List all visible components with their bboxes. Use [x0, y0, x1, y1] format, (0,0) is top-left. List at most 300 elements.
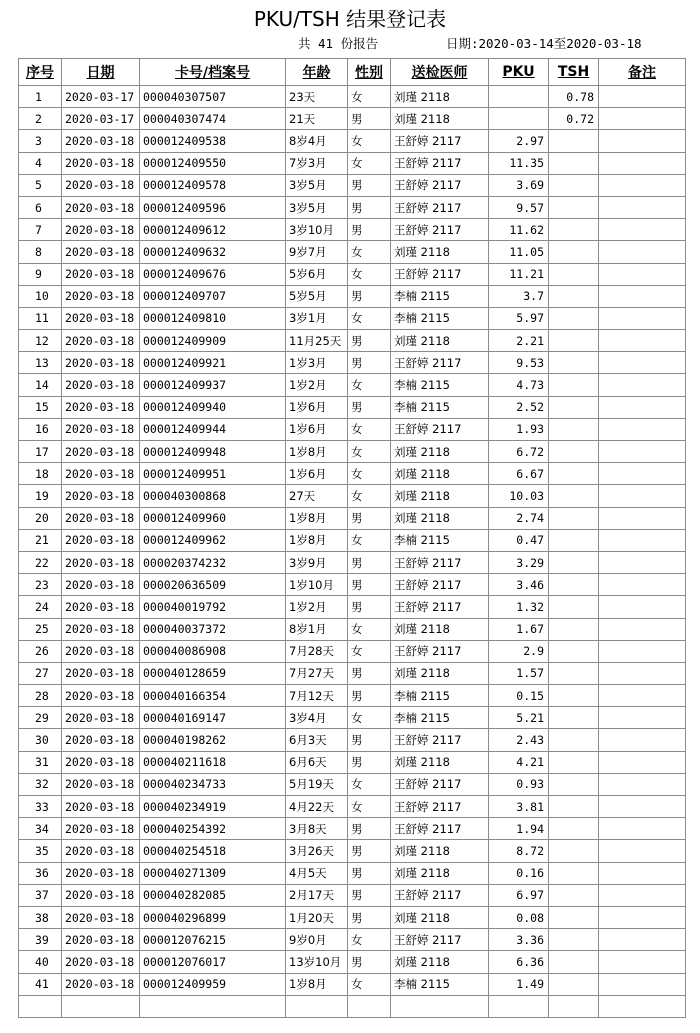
cell-tsh: [549, 196, 599, 218]
cell-seq: 24: [19, 596, 62, 618]
cell-pku: 9.57: [489, 196, 549, 218]
cell-doctor: 王舒婷 2117: [391, 551, 489, 573]
cell-pku: 10.03: [489, 485, 549, 507]
table-row: [19, 707, 686, 729]
table-row: [19, 485, 686, 507]
cell-doctor: 王舒婷 2117: [391, 596, 489, 618]
cell-age: 3月26天: [286, 840, 348, 862]
table-row: [19, 418, 686, 440]
cell-tsh: [549, 796, 599, 818]
cell-remarks: [599, 995, 686, 1017]
cell-sex: 女: [348, 130, 391, 152]
cell-remarks: [599, 574, 686, 596]
cell-pku: 2.9: [489, 640, 549, 662]
cell-sex: 男: [348, 951, 391, 973]
cell-tsh: [549, 152, 599, 174]
cell-doctor: 王舒婷 2117: [391, 130, 489, 152]
cell-date: 2020-03-18: [62, 685, 140, 707]
cell-date: 2020-03-18: [62, 396, 140, 418]
table-row: [19, 86, 686, 108]
cell-seq: 32: [19, 773, 62, 795]
cell-sex: 女: [348, 418, 391, 440]
cell-tsh: [549, 685, 599, 707]
cell-date: 2020-03-18: [62, 352, 140, 374]
cell-tsh: [549, 995, 599, 1017]
cell-pku: 8.72: [489, 840, 549, 862]
cell-remarks: [599, 285, 686, 307]
cell-date: 2020-03-17: [62, 86, 140, 108]
report-count: 共 41 份报告: [298, 36, 379, 51]
cell-card-number: 000012409960: [140, 507, 286, 529]
cell-sex: 男: [348, 551, 391, 573]
cell-seq: 10: [19, 285, 62, 307]
cell-card-number: 000012409676: [140, 263, 286, 285]
cell-sex: 男: [348, 662, 391, 684]
cell-date: [62, 995, 140, 1017]
cell-remarks: [599, 884, 686, 906]
cell-date: 2020-03-18: [62, 574, 140, 596]
cell-pku: [489, 86, 549, 108]
cell-doctor: 王舒婷 2117: [391, 219, 489, 241]
cell-age: 5岁5月: [286, 285, 348, 307]
cell-remarks: [599, 862, 686, 884]
cell-remarks: [599, 219, 686, 241]
cell-card-number: 000012409921: [140, 352, 286, 374]
table-row: [19, 441, 686, 463]
table-row: [19, 906, 686, 928]
cell-sex: 女: [348, 529, 391, 551]
table-row: [19, 152, 686, 174]
cell-sex: 女: [348, 263, 391, 285]
cell-card-number: 000012409937: [140, 374, 286, 396]
cell-sex: 男: [348, 884, 391, 906]
table-row: [19, 662, 686, 684]
cell-age: 1岁2月: [286, 596, 348, 618]
cell-doctor: 王舒婷 2117: [391, 418, 489, 440]
cell-card-number: 000040307474: [140, 108, 286, 130]
cell-sex: 女: [348, 241, 391, 263]
cell-card-number: 000012409909: [140, 330, 286, 352]
cell-tsh: [549, 951, 599, 973]
cell-sex: 男: [348, 196, 391, 218]
cell-date: 2020-03-18: [62, 485, 140, 507]
cell-seq: 15: [19, 396, 62, 418]
cell-sex: [348, 995, 391, 1017]
cell-seq: 35: [19, 840, 62, 862]
cell-remarks: [599, 685, 686, 707]
cell-card-number: 000040234919: [140, 796, 286, 818]
cell-pku: 3.29: [489, 551, 549, 573]
cell-remarks: [599, 418, 686, 440]
cell-date: 2020-03-18: [62, 640, 140, 662]
cell-age: 5月19天: [286, 773, 348, 795]
cell-date: 2020-03-18: [62, 951, 140, 973]
cell-age: 7月27天: [286, 662, 348, 684]
cell-seq: 4: [19, 152, 62, 174]
cell-sex: 女: [348, 618, 391, 640]
cell-age: 1月20天: [286, 906, 348, 928]
cell-pku: 0.47: [489, 529, 549, 551]
cell-card-number: 000012409951: [140, 463, 286, 485]
cell-age: 1岁8月: [286, 441, 348, 463]
cell-pku: 1.93: [489, 418, 549, 440]
cell-card-number: 000012409940: [140, 396, 286, 418]
table-header-row: [19, 59, 686, 86]
cell-tsh: [549, 862, 599, 884]
cell-card-number: 000040211618: [140, 751, 286, 773]
cell-doctor: 李楠 2115: [391, 396, 489, 418]
cell-sex: 女: [348, 86, 391, 108]
table-row: [19, 529, 686, 551]
cell-age: 1岁6月: [286, 418, 348, 440]
cell-pku: 2.21: [489, 330, 549, 352]
cell-pku: 4.21: [489, 751, 549, 773]
cell-tsh: [549, 418, 599, 440]
cell-remarks: [599, 263, 686, 285]
cell-sex: 男: [348, 396, 391, 418]
cell-sex: 男: [348, 751, 391, 773]
date-range: 日期:2020-03-14至2020-03-18: [446, 36, 642, 51]
cell-seq: 7: [19, 219, 62, 241]
page-title: PKU/TSH 结果登记表: [253, 7, 447, 31]
cell-pku: 1.57: [489, 662, 549, 684]
cell-sex: 男: [348, 507, 391, 529]
cell-seq: 28: [19, 685, 62, 707]
cell-pku: 0.15: [489, 685, 549, 707]
cell-sex: 男: [348, 108, 391, 130]
cell-card-number: 000040271309: [140, 862, 286, 884]
cell-doctor: 王舒婷 2117: [391, 196, 489, 218]
cell-pku: 3.7: [489, 285, 549, 307]
cell-tsh: [549, 574, 599, 596]
col-header-seq: 序号: [19, 59, 62, 86]
cell-date: 2020-03-18: [62, 796, 140, 818]
cell-date: 2020-03-18: [62, 529, 140, 551]
cell-card-number: 000012409944: [140, 418, 286, 440]
cell-doctor: 李楠 2115: [391, 285, 489, 307]
cell-date: 2020-03-18: [62, 751, 140, 773]
cell-seq: 14: [19, 374, 62, 396]
cell-tsh: [549, 818, 599, 840]
cell-tsh: 0.72: [549, 108, 599, 130]
cell-doctor: 刘瑾 2118: [391, 86, 489, 108]
table-row: [19, 862, 686, 884]
cell-age: 6月3天: [286, 729, 348, 751]
cell-tsh: [549, 485, 599, 507]
cell-remarks: [599, 463, 686, 485]
cell-card-number: 000012409596: [140, 196, 286, 218]
cell-age: 6月6天: [286, 751, 348, 773]
cell-doctor: 王舒婷 2117: [391, 152, 489, 174]
cell-remarks: [599, 108, 686, 130]
table-row: [19, 596, 686, 618]
table-row: [19, 307, 686, 329]
cell-age: 3岁1月: [286, 307, 348, 329]
cell-card-number: 000012076017: [140, 951, 286, 973]
cell-doctor: 王舒婷 2117: [391, 263, 489, 285]
cell-age: 4月5天: [286, 862, 348, 884]
cell-doctor: [391, 995, 489, 1017]
cell-card-number: 000040086908: [140, 640, 286, 662]
cell-age: 8岁4月: [286, 130, 348, 152]
cell-pku: 3.36: [489, 929, 549, 951]
col-header-date: 日期: [62, 59, 140, 86]
cell-tsh: [549, 241, 599, 263]
cell-seq: 16: [19, 418, 62, 440]
cell-doctor: 王舒婷 2117: [391, 640, 489, 662]
cell-remarks: [599, 507, 686, 529]
cell-seq: 22: [19, 551, 62, 573]
cell-remarks: [599, 707, 686, 729]
cell-age: 23天: [286, 86, 348, 108]
cell-seq: 33: [19, 796, 62, 818]
cell-seq: 6: [19, 196, 62, 218]
cell-tsh: [549, 330, 599, 352]
cell-doctor: 李楠 2115: [391, 685, 489, 707]
cell-sex: 男: [348, 330, 391, 352]
table-row: [19, 685, 686, 707]
table-row: [19, 263, 686, 285]
cell-age: 3月8天: [286, 818, 348, 840]
cell-card-number: 000012409959: [140, 973, 286, 995]
cell-age: 1岁3月: [286, 352, 348, 374]
cell-sex: 男: [348, 219, 391, 241]
cell-card-number: 000040296899: [140, 906, 286, 928]
cell-sex: 女: [348, 374, 391, 396]
cell-tsh: [549, 906, 599, 928]
cell-pku: 0.16: [489, 862, 549, 884]
cell-age: 3岁4月: [286, 707, 348, 729]
cell-sex: 男: [348, 729, 391, 751]
cell-sex: 女: [348, 796, 391, 818]
cell-age: 7月28天: [286, 640, 348, 662]
cell-date: 2020-03-18: [62, 241, 140, 263]
cell-seq: 25: [19, 618, 62, 640]
cell-date: 2020-03-18: [62, 818, 140, 840]
cell-pku: 4.73: [489, 374, 549, 396]
cell-pku: 11.05: [489, 241, 549, 263]
cell-tsh: [549, 929, 599, 951]
cell-pku: 6.97: [489, 884, 549, 906]
cell-seq: 1: [19, 86, 62, 108]
cell-pku: 5.97: [489, 307, 549, 329]
cell-doctor: 王舒婷 2117: [391, 729, 489, 751]
cell-remarks: [599, 818, 686, 840]
cell-date: 2020-03-18: [62, 418, 140, 440]
cell-card-number: 000040019792: [140, 596, 286, 618]
table-row: [19, 463, 686, 485]
cell-sex: 女: [348, 640, 391, 662]
cell-sex: 女: [348, 707, 391, 729]
col-header-pku: PKU: [489, 59, 549, 86]
table-row: [19, 951, 686, 973]
table-row: [19, 285, 686, 307]
cell-pku: 3.81: [489, 796, 549, 818]
cell-seq: 21: [19, 529, 62, 551]
table-row: [19, 507, 686, 529]
cell-remarks: [599, 374, 686, 396]
cell-remarks: [599, 729, 686, 751]
cell-card-number: 000040282085: [140, 884, 286, 906]
cell-remarks: [599, 352, 686, 374]
cell-seq: 41: [19, 973, 62, 995]
cell-date: 2020-03-17: [62, 108, 140, 130]
cell-date: 2020-03-18: [62, 219, 140, 241]
cell-remarks: [599, 840, 686, 862]
cell-age: 13岁10月: [286, 951, 348, 973]
cell-remarks: [599, 551, 686, 573]
cell-doctor: 刘瑾 2118: [391, 507, 489, 529]
cell-sex: 男: [348, 574, 391, 596]
cell-sex: 男: [348, 818, 391, 840]
table-row: [19, 929, 686, 951]
cell-seq: 30: [19, 729, 62, 751]
cell-remarks: [599, 485, 686, 507]
cell-seq: 40: [19, 951, 62, 973]
cell-doctor: 刘瑾 2118: [391, 906, 489, 928]
table-row: [19, 884, 686, 906]
cell-pku: 1.32: [489, 596, 549, 618]
cell-seq: 36: [19, 862, 62, 884]
table-row: [19, 640, 686, 662]
cell-pku: [489, 108, 549, 130]
cell-remarks: [599, 640, 686, 662]
cell-doctor: 刘瑾 2118: [391, 441, 489, 463]
cell-remarks: [599, 596, 686, 618]
cell-card-number: 000040307507: [140, 86, 286, 108]
cell-card-number: 000040234733: [140, 773, 286, 795]
cell-remarks: [599, 973, 686, 995]
cell-age: 2月17天: [286, 884, 348, 906]
cell-date: 2020-03-18: [62, 463, 140, 485]
cell-date: 2020-03-18: [62, 152, 140, 174]
cell-sex: 女: [348, 485, 391, 507]
cell-sex: 男: [348, 174, 391, 196]
cell-sex: 女: [348, 307, 391, 329]
cell-doctor: 王舒婷 2117: [391, 174, 489, 196]
cell-date: 2020-03-18: [62, 929, 140, 951]
cell-seq: 27: [19, 662, 62, 684]
cell-pku: 3.46: [489, 574, 549, 596]
cell-seq: 23: [19, 574, 62, 596]
cell-tsh: [549, 751, 599, 773]
cell-pku: 6.72: [489, 441, 549, 463]
cell-date: 2020-03-18: [62, 285, 140, 307]
cell-pku: 5.21: [489, 707, 549, 729]
table-row: [19, 352, 686, 374]
cell-doctor: 刘瑾 2118: [391, 485, 489, 507]
cell-doctor: 刘瑾 2118: [391, 951, 489, 973]
col-header-sex: 性别: [348, 59, 391, 86]
cell-doctor: 刘瑾 2118: [391, 662, 489, 684]
cell-remarks: [599, 951, 686, 973]
cell-seq: 17: [19, 441, 62, 463]
cell-tsh: [549, 773, 599, 795]
table-row: [19, 796, 686, 818]
cell-tsh: [549, 307, 599, 329]
cell-doctor: 李楠 2115: [391, 707, 489, 729]
cell-pku: 0.93: [489, 773, 549, 795]
cell-doctor: 李楠 2115: [391, 307, 489, 329]
cell-date: 2020-03-18: [62, 307, 140, 329]
cell-doctor: 李楠 2115: [391, 973, 489, 995]
results-table: [18, 58, 686, 1018]
cell-card-number: 000040198262: [140, 729, 286, 751]
cell-doctor: 王舒婷 2117: [391, 818, 489, 840]
table-row: [19, 818, 686, 840]
cell-date: 2020-03-18: [62, 263, 140, 285]
cell-tsh: [549, 640, 599, 662]
cell-sex: 男: [348, 906, 391, 928]
cell-remarks: [599, 86, 686, 108]
cell-tsh: [549, 463, 599, 485]
table-row: [19, 396, 686, 418]
table-row: [19, 130, 686, 152]
table-row: [19, 973, 686, 995]
table-row: [19, 551, 686, 573]
cell-pku: 1.67: [489, 618, 549, 640]
cell-date: 2020-03-18: [62, 973, 140, 995]
cell-remarks: [599, 152, 686, 174]
cell-age: 21天: [286, 108, 348, 130]
cell-doctor: 刘瑾 2118: [391, 463, 489, 485]
cell-seq: 20: [19, 507, 62, 529]
col-header-card-number: 卡号/档案号: [140, 59, 286, 86]
cell-age: 8岁1月: [286, 618, 348, 640]
cell-pku: 2.52: [489, 396, 549, 418]
cell-sex: 男: [348, 285, 391, 307]
cell-doctor: 李楠 2115: [391, 529, 489, 551]
cell-tsh: [549, 529, 599, 551]
cell-doctor: 刘瑾 2118: [391, 862, 489, 884]
cell-age: 1岁8月: [286, 973, 348, 995]
cell-seq: 37: [19, 884, 62, 906]
cell-age: 1岁10月: [286, 574, 348, 596]
cell-doctor: 王舒婷 2117: [391, 352, 489, 374]
cell-date: 2020-03-18: [62, 884, 140, 906]
cell-age: 11月25天: [286, 330, 348, 352]
col-header-age: 年龄: [286, 59, 348, 86]
cell-pku: 6.67: [489, 463, 549, 485]
cell-sex: 男: [348, 596, 391, 618]
cell-pku: 11.21: [489, 263, 549, 285]
cell-remarks: [599, 441, 686, 463]
cell-tsh: [549, 441, 599, 463]
cell-age: 3岁5月: [286, 196, 348, 218]
cell-tsh: [549, 973, 599, 995]
cell-age: 9岁7月: [286, 241, 348, 263]
table-row: [19, 618, 686, 640]
cell-card-number: [140, 995, 286, 1017]
table-row: [19, 840, 686, 862]
cell-remarks: [599, 241, 686, 263]
table-row: [19, 995, 686, 1017]
cell-age: 5岁6月: [286, 263, 348, 285]
cell-age: 3岁9月: [286, 551, 348, 573]
cell-date: 2020-03-18: [62, 906, 140, 928]
cell-sex: 女: [348, 929, 391, 951]
cell-date: 2020-03-18: [62, 862, 140, 884]
cell-doctor: 王舒婷 2117: [391, 574, 489, 596]
cell-pku: 9.53: [489, 352, 549, 374]
cell-tsh: [549, 840, 599, 862]
cell-doctor: 王舒婷 2117: [391, 773, 489, 795]
cell-card-number: 000012409612: [140, 219, 286, 241]
cell-seq: 29: [19, 707, 62, 729]
cell-seq: 12: [19, 330, 62, 352]
cell-card-number: 000012409707: [140, 285, 286, 307]
cell-date: 2020-03-18: [62, 729, 140, 751]
